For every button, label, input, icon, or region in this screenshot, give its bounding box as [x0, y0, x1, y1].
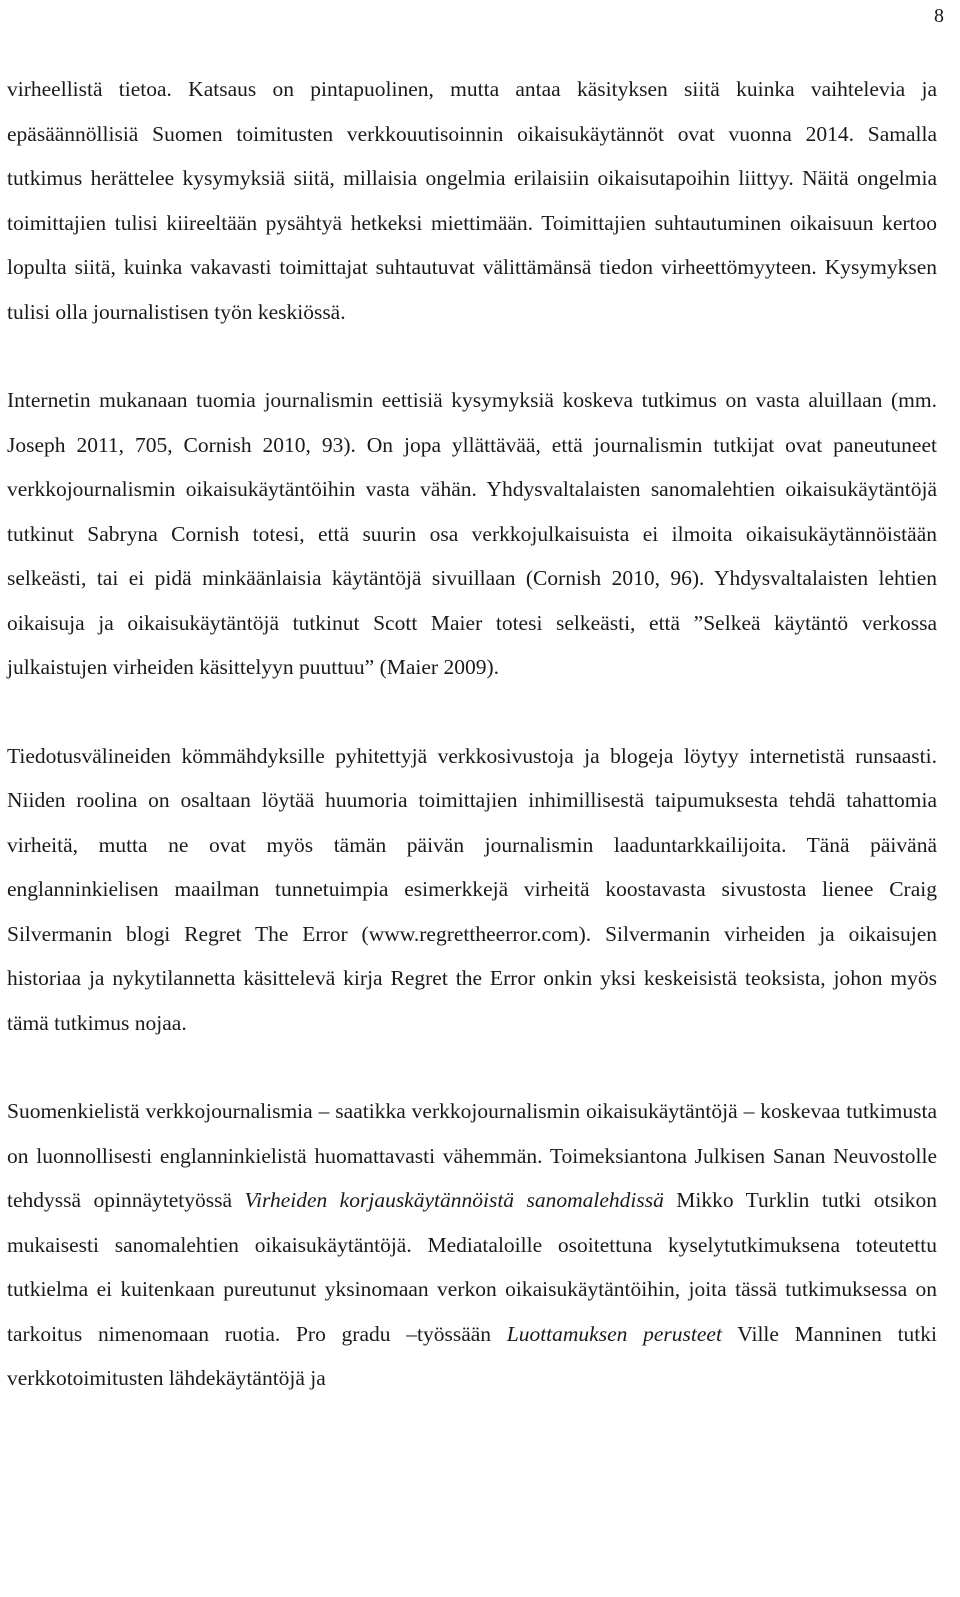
paragraph-4-text-middle: Mikko Turklin tutki otsikon mukaisesti sanomalehtien oikaisukäytäntöjä. Mediataloille osoitettuna kyselytutkimuksena toteutettu tutkielma ei kuitenkaan pureutunut yksinomaan verkon oikaisukäytäntöihin, joita tässä tutkimuksessa on tarkoitus nimenomaan ruotia. Pro gradu –työssään — [7, 1188, 938, 1346]
paragraph-1: virheellistä tietoa. Katsaus on pintapuolinen, mutta antaa käsityksen siitä kuinka vaihtelevia ja epäsäännöllisiä Suomen toimitusten verkkouutisoinnin oikaisukäytännöt ovat vuonna 2014. Samalla tutkimus herättelee kysymyksiä siitä, millaisia ongelmia erilaisiin oikaisutapoihin liittyy. Näitä ongelmia toimittajien tulisi kiireeltään pysähtyä hetkeksi miettimään. Toimittajien suhtautuminen oikaisuun kertoo lopulta siitä, kuinka vakavasti toimittajat suhtautuvat välittämänsä tiedon virheettömyyteen. Kysymyksen tulisi olla journalistisen työn keskiössä. — [7, 77, 937, 324]
thesis-title-italic: Virheiden korjauskäytännöistä sanomalehdissä — [244, 1188, 664, 1212]
paragraph-gap — [7, 334, 937, 378]
paragraph-4-text-start: Suomenkielistä verkkojournalismia – saatikka verkkojournalismin oikaisukäytäntöjä – koskevaa tutkimusta on luonnollisesti englanninkielistä huomattavasti vähemmän. Toimeksiantona Julkisen Sanan Neuvostolle tehdyssä opinnäytetyössä — [7, 1099, 937, 1212]
paragraph-3: Tiedotusvälineiden kömmähdyksille pyhitettyjä verkkosivustoja ja blogeja löytyy internetistä runsaasti. Niiden roolina on osaltaan löytää huumoria toimittajien inhimillisestä taipumuksesta tehdä tahattomia virheitä, mutta ne ovat myös tämän päivän journalismin laaduntarkkailijoita. Tänä päivänä englanninkielisen maailman tunnetuimpia esimerkkejä virheitä koostavasta sivustosta lienee Craig Silvermanin blogi Regret The Error (www.regrettheerror.com). Silvermanin virheiden ja oikaisujen historiaa ja nykytilannetta käsittelevä kirja Regret the Error onkin yksi keskeisistä teoksista, johon myös tämä tutkimus nojaa. — [7, 743, 937, 1035]
paragraph-2: Internetin mukanaan tuomia journalismin eettisiä kysymyksiä koskeva tutkimus on vasta aluillaan (mm. Joseph 2011, 705, Cornish 2010, 93). On jopa yllättävää, että journalismin tutkijat ovat paneutuneet verkkojournalismin oikaisukäytäntöihin vasta vähän. Yhdysvaltalaisten sanomalehtien oikaisukäytäntöjä tutkinut Sabryna Cornish totesi, että suurin osa verkkojulkaisuista ei ilmoita oikaisukäytännöistään selkeästi, tai ei pidä minkäänlaisia käytäntöjä sivuillaan (Cornish 2010, 96). Yhdysvaltalaisten lehtien oikaisuja ja oikaisukäytäntöjä tutkinut Scott Maier totesi selkeästi, että ”Selkeä käytäntö verkossa julkaistujen virheiden käsittelyyn puuttuu” (Maier 2009). — [7, 388, 937, 679]
paragraph-gap — [7, 1045, 937, 1089]
page-number: 8 — [934, 5, 944, 27]
paragraph-gap — [7, 690, 937, 734]
paragraph-4 — [7, 1089, 937, 1401]
paragraph-4-text-end: Ville Manninen tutki verkkotoimitusten lähdekäytäntöjä ja — [7, 1321, 937, 1390]
gradu-title-italic: Luottamuksen perusteet — [506, 1321, 722, 1346]
document-body — [7, 67, 937, 1401]
